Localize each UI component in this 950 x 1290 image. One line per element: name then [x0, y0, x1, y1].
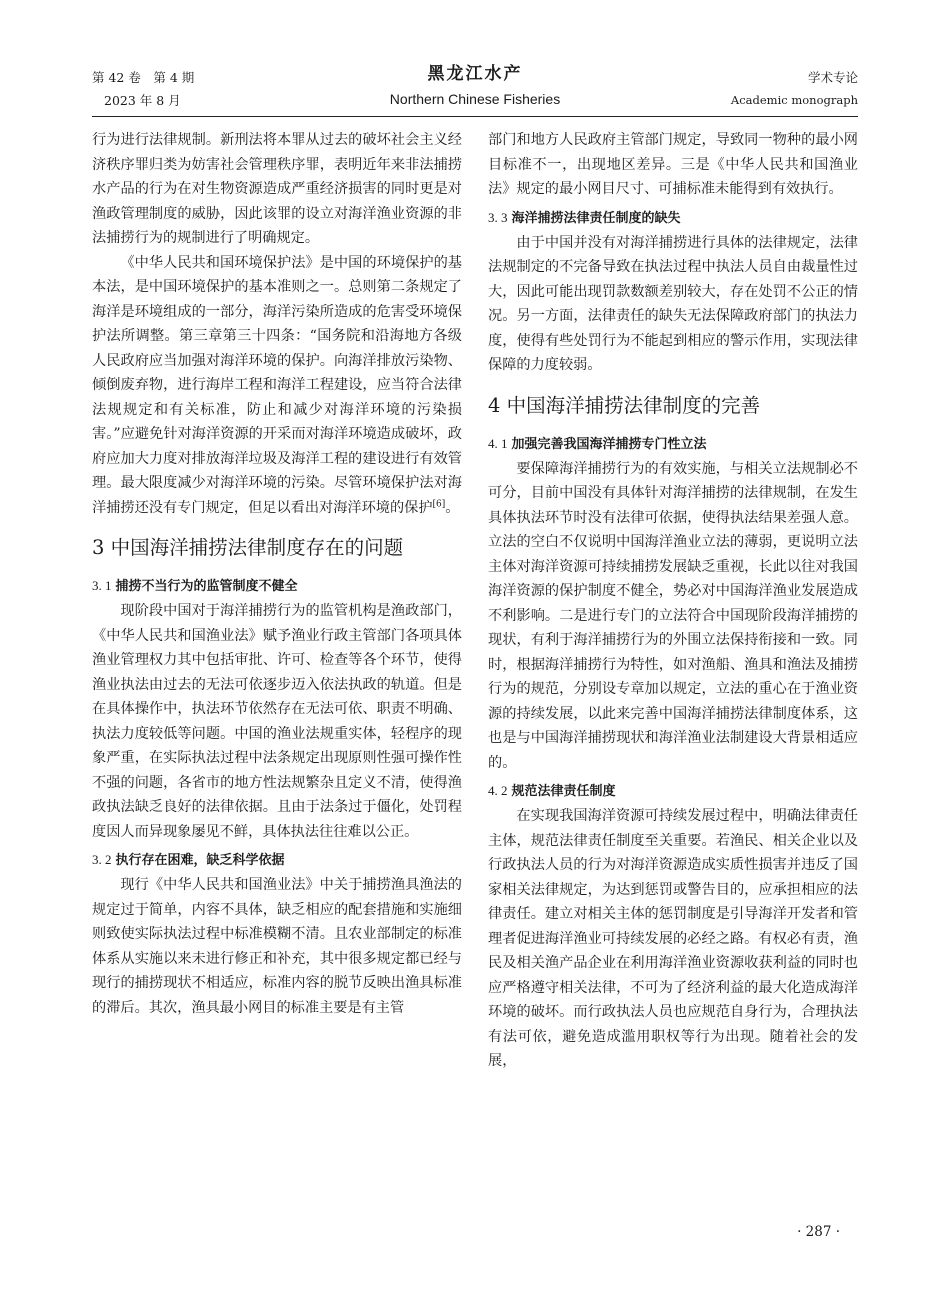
paragraph-text: 《中华人民共和国环境保护法》是中国的环境保护的基本法，是中国环境保护的基本准则之一。总则第二条规定了海洋是环境组成的一部分，海洋污染所造成的危害受环境保护法所调整。第三章第三十四条：“国务院和沿海地方各级人民政府应当加强对海洋环境的保护。向海洋排放污染物、倾倒废弃物，进行海岸工程和海洋工程建设，应当符合法律法规规定和有关标准，防止和减少对海洋环境的污染损害。”应避免针对海洋资源的开采而对海洋环境造成破坏，政府应加大力度对排放海洋垃圾及海洋工程的建设进行有效管理。最大限度减少对海洋环境的污染。尽管环境保护法对海洋捕捞还没有专门规定，但足以看出对海洋环境的保护: [92, 254, 462, 516]
subsection-heading-3-3: [488, 206, 858, 231]
section-en: Academic monograph: [730, 93, 858, 107]
subsection-title: 捕捞不当行为的监管制度不健全: [115, 579, 298, 594]
citation-ref: [6]: [432, 498, 446, 509]
header-left: [92, 66, 194, 112]
volume-issue: 第 42 卷 第 4 期: [92, 70, 195, 85]
paragraph: [92, 251, 462, 521]
header-divider: [92, 116, 858, 117]
section-heading-4: 4 中国海洋捕捞法律制度的完善: [488, 393, 761, 417]
issue-date: 2023 年 8 月: [104, 93, 181, 108]
subsection-number: 4. 2: [488, 783, 508, 798]
header-center: [330, 62, 620, 111]
subsection-number: 3. 1: [92, 578, 112, 593]
subsection-number: 4. 1: [488, 435, 508, 451]
header-right: [731, 66, 858, 112]
subsection-title: 规范法律责任制度: [511, 784, 616, 799]
right-column: [488, 128, 858, 1074]
subsection-title: 执行存在困难，缺乏科学依据: [115, 853, 285, 868]
paragraph: 行为进行法律规制。新刑法将本罪从过去的破坏社会主义经济秩序罪归类为妨害社会管理秩序罪，表明近年来非法捕捞水产品的行为在对生物资源造成严重经济损害的同时更是对渔政管理制度的威胁，因此该罪的设立对海洋渔业资源的非法捕捞行为的规制进行了明确规定。: [92, 132, 462, 246]
subsection-heading-3-1: [92, 574, 462, 599]
paragraph: 现阶段中国对于海洋捕捞行为的监管机构是渔政部门，《中华人民共和国渔业法》赋予渔业行政主管部门各项具体渔业管理权力其中包括审批、许可、检查等各个环节，使得渔业执法由过去的无法可依逐步迈入依法执政的轨道。但是在具体操作中，执法环节依然存在无法可依、职责不明确、执法力度较低等问题。中国的渔业法规重实体，轻程序的现象严重，在实际执法过程中法条规定出现原则性强可操作性不强的问题，各省市的地方性法规繁杂且定义不清，使得渔政执法缺乏良好的法律依据。且由于法条过于僵化，处罚程度因人而异现象屡见不鲜，具体执法往往难以公正。: [92, 603, 462, 840]
subsection-title: 海洋捕捞法律责任制度的缺失: [511, 210, 681, 226]
subsection-heading-4-2: [488, 779, 858, 804]
subsection-heading-4-1: [488, 432, 858, 457]
journal-title-en: Northern Chinese Fisheries: [389, 91, 561, 107]
page-number: · 287 ·: [797, 1224, 840, 1240]
paragraph: 部门和地方人民政府主管部门规定，导致同一物种的最小网目标准不一，出现地区差异。三是《中华人民共和国渔业法》规定的最小网目尺寸、可捕标准未能得到有效执行。: [488, 132, 858, 197]
paragraph: 现行《中华人民共和国渔业法》中关于捕捞渔具渔法的规定过于简单，内容不具体，缺乏相应的配套措施和实施细则致使实际执法过程中标准模糊不清。且农业部制定的标准体系从实施以来未进行修正和补充，其中很多规定都已经与现行的捕捞现状不相适应，标准内容的脱节反映出渔具标准的滞后。其次，渔具最小网目的标准主要是有主管: [92, 877, 462, 1016]
subsection-title: 加强完善我国海洋捕捞专门性立法: [511, 436, 707, 452]
section-heading-3: 3 中国海洋捕捞法律制度存在的问题: [92, 536, 404, 559]
paragraph-end: 。: [445, 499, 460, 516]
left-column: [92, 128, 462, 1020]
paragraph: 由于中国并没有对海洋捕捞进行具体的法律规定，法律法规制定的不完备导致在执法过程中执法人员自由裁量性过大，因此可能出现罚款数额差别较大，存在处罚不公正的情况。另一方面，法律责任的缺失无法保障政府部门的执法力度，使得有些处罚行为不能起到相应的警示作用，实现法律保障的力度较弱。: [488, 234, 858, 373]
section-cn: 学术专论: [807, 70, 858, 85]
subsection-number: 3. 2: [92, 852, 112, 867]
paragraph: 要保障海洋捕捞行为的有效实施，与相关立法规制必不可分，目前中国没有具体针对海洋捕捞的法律规制，在发生具体执法环节时没有法律可依据，使得执法结果差强人意。立法的空白不仅说明中国海洋渔业立法的薄弱，更说明立法主体对海洋资源可持续捕捞发展缺乏重视，长此以往对我国海洋资源的保护制度不健全，势必对中国海洋渔业发展造成不利影响。二是进行专门的立法符合中国现阶段海洋捕捞的现状，有利于海洋捕捞行为的外围立法保持衔接和一致。同时，根据海洋捕捞行为特性，如对渔船、渔具和渔法及捕捞行为的规范，分别设专章加以规定，立法的重心在于渔业资源的持续发展，以此来完善中国海洋捕捞法律制度体系，这也是与中国海洋捕捞现状和海洋渔业法制建设大背景相适应的。: [488, 460, 858, 771]
journal-title-cn: 黑龙江水产: [427, 64, 523, 84]
subsection-heading-3-2: [92, 848, 462, 873]
subsection-number: 3. 3: [488, 209, 508, 225]
paragraph: 在实现我国海洋资源可持续发展过程中，明确法律责任主体，规范法律责任制度至关重要。若渔民、相关企业以及行政执法人员的行为对海洋资源造成实质性损害并违反了国家相关法律规定，为达到惩罚或警告目的，应承担相应的法律责任。建立对相关主体的惩罚制度是引导海洋开发者和管理者促进海洋渔业可持续发展的必经之路。有权必有责，渔民及相关渔产品企业在利用海洋渔业资源收获利益的同时也应严格遵守相关法律，不可为了经济利益的最大化造成海洋环境的破坏。而行政执法人员也应规范自身行为，合理执法有法可依，避免造成滥用职权等行为出现。随着社会的发展，: [488, 808, 858, 1069]
